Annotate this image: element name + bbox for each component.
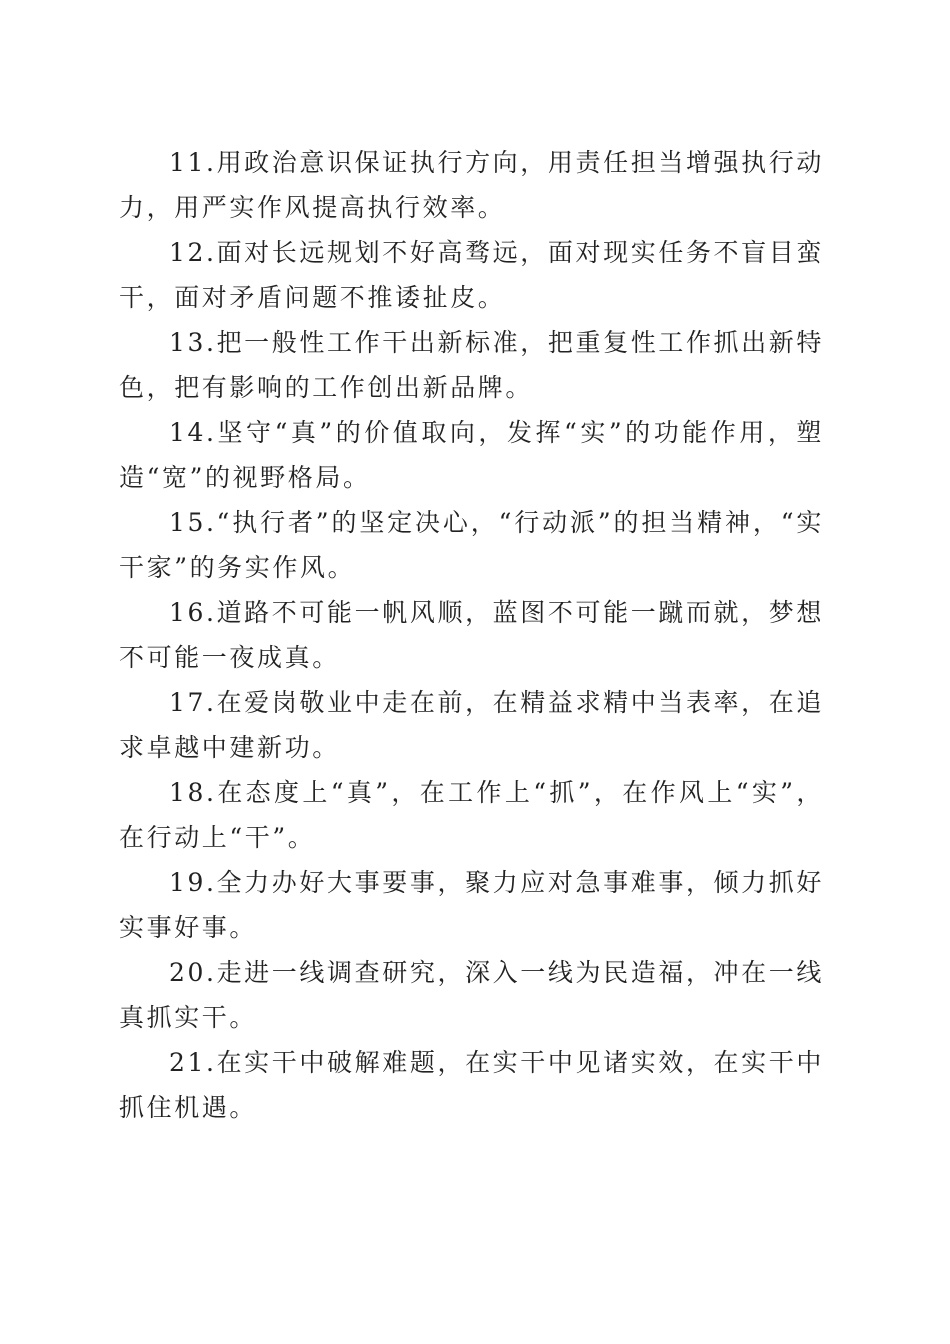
paragraph-19: 19.全力办好大事要事，聚力应对急事难事，倾力抓好实事好事。 (119, 868, 824, 942)
paragraph-12: 12.面对长远规划不好高骛远，面对现实任务不盲目蛮干，面对矛盾问题不推诿扯皮。 (119, 238, 824, 312)
paragraph-16: 16.道路不可能一帆风顺，蓝图不可能一蹴而就，梦想不可能一夜成真。 (119, 598, 824, 672)
paragraph-11: 11.用政治意识保证执行方向，用责任担当增强执行动力，用严实作风提高执行效率。 (119, 148, 824, 222)
paragraph-18: 18.在态度上“真”，在工作上“抓”，在作风上“实”，在行动上“干”。 (119, 778, 824, 852)
paragraph-20: 20.走进一线调查研究，深入一线为民造福，冲在一线真抓实干。 (119, 958, 824, 1032)
paragraph-14: 14.坚守“真”的价值取向，发挥“实”的功能作用，塑造“宽”的视野格局。 (119, 418, 824, 492)
paragraph-21: 21.在实干中破解难题，在实干中见诸实效，在实干中抓住机遇。 (119, 1048, 824, 1122)
paragraph-13: 13.把一般性工作干出新标准，把重复性工作抓出新特色，把有影响的工作创出新品牌。 (119, 328, 824, 402)
document-body (119, 140, 824, 1130)
paragraph-15: 15.“执行者”的坚定决心，“行动派”的担当精神，“实干家”的务实作风。 (119, 508, 824, 582)
paragraph-17: 17.在爱岗敬业中走在前，在精益求精中当表率，在追求卓越中建新功。 (119, 688, 824, 762)
